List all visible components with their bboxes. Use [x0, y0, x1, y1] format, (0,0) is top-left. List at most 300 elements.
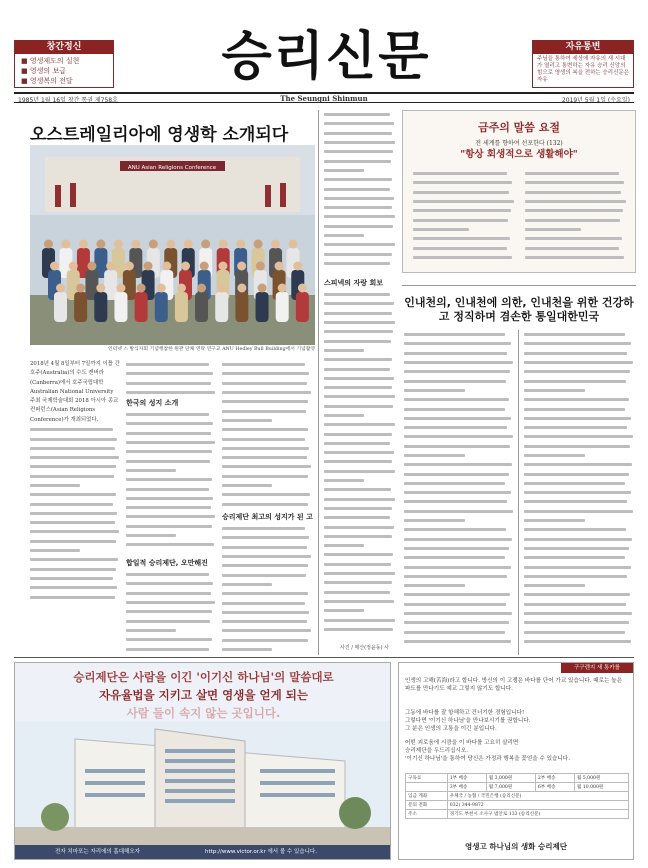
person-head: [144, 262, 153, 271]
subscription-line: 그 분은 인생의 고통을 이긴 분입니다.: [405, 726, 497, 732]
text-line: [126, 475, 216, 484]
text-line: [222, 570, 312, 579]
text-line: [324, 392, 396, 401]
issue-number: 1985년 1월 16일 창간 통권 제758호: [18, 97, 118, 104]
motto-item: ■ 영생제도의 실현: [21, 57, 80, 65]
ad-footer-left: 전자 치마포는 자리에의 흡대해오자: [55, 849, 140, 855]
golden-words-quote: "항상 회생적으로 생활해야": [460, 149, 578, 160]
text-line: [324, 513, 396, 522]
text-line: [222, 388, 312, 397]
text-line: [404, 395, 514, 404]
newspaper-title: 승리신문: [221, 27, 431, 87]
person-figure: [235, 292, 248, 322]
text-line: [30, 527, 120, 536]
text-line: [324, 495, 396, 504]
person-head: [44, 240, 53, 249]
table-cell: 구독료: [406, 774, 448, 783]
text-line: [222, 645, 312, 654]
text-line: [413, 197, 515, 206]
text-line: [324, 588, 396, 597]
text-line: [524, 414, 634, 423]
article-text-lines: [404, 330, 514, 646]
text-line: [222, 580, 312, 589]
text-line: [324, 184, 396, 193]
text-line: [126, 579, 216, 588]
motto-item: ■ 영생의 보급: [21, 67, 66, 75]
ad-line-1: 승리제단은 사람을 이긴 '이기신 하나님'의 말씀대로: [73, 670, 334, 684]
text-line: [222, 462, 312, 471]
text-line: [30, 444, 120, 453]
text-line: [404, 497, 514, 506]
text-line: [222, 453, 312, 462]
table-cell: 032) 344-9872: [447, 801, 628, 810]
text-line: [222, 499, 312, 508]
person-head: [298, 284, 307, 293]
text-line: [30, 583, 120, 592]
text-line: [404, 339, 514, 348]
section-divider: [14, 657, 634, 658]
text-line: [324, 541, 396, 550]
motto-item: ■ 영생복의 전달: [21, 77, 73, 85]
ad-website-link[interactable]: http://www.victor.or.kr 에서 볼 수 있습니다.: [205, 849, 317, 855]
text-line: [524, 451, 634, 460]
article-text-lines: [126, 410, 216, 549]
group-photo: [30, 145, 315, 345]
person-head: [149, 240, 158, 249]
text-line: [222, 598, 312, 607]
text-line: [126, 570, 216, 579]
table-row: [406, 792, 629, 801]
church-building-photo: [15, 721, 391, 847]
person-head: [87, 262, 96, 271]
text-line: [222, 589, 312, 598]
text-line: [324, 364, 396, 373]
text-line: [525, 188, 627, 197]
text-line: [524, 609, 634, 618]
text-line: [404, 488, 514, 497]
person-head: [218, 262, 227, 271]
text-line: [126, 456, 216, 465]
text-line: [404, 525, 514, 534]
text-line: [222, 561, 312, 570]
person-head: [254, 240, 263, 249]
text-line: [30, 453, 120, 462]
text-line: [525, 215, 627, 224]
text-line: [222, 524, 312, 533]
table-cell: 주소: [406, 810, 448, 819]
text-line: [404, 479, 514, 488]
text-line: [525, 225, 627, 234]
golden-words-box: [402, 110, 636, 273]
text-line: [404, 367, 514, 376]
person-head: [157, 284, 166, 293]
person-head: [177, 284, 186, 293]
text-line: [126, 466, 216, 475]
article-text-lines: [525, 169, 627, 262]
text-line: [324, 222, 396, 231]
subscription-line: 승리제단을 두드리십시오.: [405, 748, 468, 754]
article-text-lines: [413, 169, 515, 262]
text-line: [324, 203, 396, 212]
text-line: [524, 330, 634, 339]
person-figure: [94, 292, 107, 322]
article-column: [126, 360, 216, 396]
text-line: [404, 507, 514, 516]
text-line: [524, 339, 634, 348]
text-line: [324, 522, 396, 531]
text-line: [525, 234, 627, 243]
text-line: [524, 442, 634, 451]
subscription-table: [405, 773, 629, 819]
text-line: [324, 532, 396, 541]
english-title: The Seungni Shinmun: [280, 94, 368, 103]
person-head: [116, 284, 125, 293]
text-line: [524, 376, 634, 385]
column-divider: [518, 330, 519, 655]
photo-banner-text: ANU Asian Religions Conference: [127, 165, 217, 171]
person-head: [217, 284, 226, 293]
section-divider: [402, 285, 636, 286]
person-head: [237, 284, 246, 293]
text-line: [324, 606, 396, 615]
text-line: [524, 553, 634, 562]
text-line: [222, 360, 312, 369]
text-line: [524, 358, 634, 367]
table-cell: 입금 계좌: [406, 792, 448, 801]
text-line: [524, 349, 634, 358]
text-line: [404, 553, 514, 562]
text-line: [126, 438, 216, 447]
text-line: [222, 425, 312, 434]
text-line: [524, 488, 634, 497]
subscription-line: '이기신 하나님'을 통하여 당신은 가정과 행복을 꽃얻을 수 있습니다.: [405, 756, 570, 762]
text-line: [126, 626, 216, 635]
text-line: [404, 609, 514, 618]
text-line: [324, 309, 396, 318]
freedom-heading: 자유통변: [533, 41, 633, 54]
person-head: [79, 240, 88, 249]
section-subhead: 합일적 승리제단, 오만해진: [126, 559, 208, 567]
text-line: [324, 156, 396, 165]
subscription-intro: 인생의 고해(苦海)라고 합니다. 방신의 이 고쟁은 바다를 단어 가교 있습니다. 때로는 높은 파도를 만나기도 예교 그렇지 않기도 합니다.: [405, 678, 622, 692]
text-line: [126, 503, 216, 512]
table-row: [406, 801, 629, 810]
table-cell: 월 3,000원: [486, 774, 535, 783]
text-line: [324, 249, 396, 258]
text-line: [222, 369, 312, 378]
text-line: [30, 462, 120, 471]
text-line: [524, 432, 634, 441]
subscription-box: [398, 662, 634, 860]
article-column: [126, 410, 216, 555]
text-line: [413, 243, 515, 252]
text-line: [324, 318, 396, 327]
text-line: [126, 635, 216, 644]
text-line: [524, 637, 634, 646]
column-divider: [318, 110, 319, 655]
article-column: [222, 524, 312, 655]
text-line: [222, 608, 312, 617]
person-head: [200, 262, 209, 271]
text-line: [30, 574, 120, 583]
text-line: [404, 618, 514, 627]
table-row: [406, 774, 629, 783]
text-line: [404, 562, 514, 571]
text-line: [324, 402, 396, 411]
article-text-lines: [222, 360, 312, 509]
text-line: [324, 457, 396, 466]
text-line: [413, 178, 515, 187]
text-line: [413, 234, 515, 243]
text-line: [126, 607, 216, 616]
text-line: [126, 419, 216, 428]
text-line: [524, 386, 634, 395]
ad-line-2: 자유율법을 지키고 살면 영생을 얻게 되는: [99, 688, 308, 702]
text-line: [30, 555, 120, 564]
text-line: [524, 507, 634, 516]
text-line: [524, 525, 634, 534]
text-line: [404, 349, 514, 358]
text-line: [30, 509, 120, 518]
text-line: [126, 429, 216, 438]
person-head: [114, 240, 123, 249]
text-line: [524, 562, 634, 571]
photo-caption: 인터넷 스 방식자회 기념행참한 원관 단체 연락 연구교 ANU Hedley Bull Building에서 기념촬영: [107, 347, 315, 352]
text-line: [324, 485, 396, 494]
text-line: [324, 212, 396, 221]
article-column: [222, 360, 312, 510]
person-head: [219, 240, 228, 249]
article-paragraph: 2018년 4월 8일부터 7일까지 이틀 간 호주(Australia)의 수도 캔버라(Canberra)에서 호주국립대학 Australian National University 주최 국제학술대회 2018 아시아 종교 컨퍼런스(Asian Religions Conference)가 개최되었다.: [30, 361, 120, 423]
text-line: [324, 411, 396, 420]
text-line: [324, 560, 396, 569]
person-head: [76, 284, 85, 293]
person-head: [197, 284, 206, 293]
motto-box: [14, 40, 114, 88]
text-line: [30, 518, 120, 527]
text-line: [222, 406, 312, 415]
text-line: [524, 469, 634, 478]
text-line: [30, 499, 120, 508]
subscription-heading: 구구렌지 새 통카를: [561, 663, 633, 673]
text-line: [525, 197, 627, 206]
freedom-box: [532, 40, 634, 88]
text-line: [126, 360, 216, 369]
text-line: [222, 481, 312, 490]
section-subhead: 승리제단 최고의 성지가 된 고: [222, 513, 313, 521]
text-line: [324, 439, 396, 448]
text-line: [524, 497, 634, 506]
text-line: [126, 598, 216, 607]
text-line: [524, 395, 634, 404]
person-head: [271, 240, 280, 249]
text-line: [222, 626, 312, 635]
ad-footer: [15, 845, 390, 859]
text-line: [126, 540, 216, 549]
person-head: [237, 262, 246, 271]
text-line: [126, 589, 216, 598]
table-cell: 월 7,000원: [486, 783, 535, 792]
text-line: [404, 330, 514, 339]
text-line: [413, 253, 515, 262]
person-head: [125, 262, 134, 271]
text-line: [324, 175, 396, 184]
text-line: [222, 379, 312, 388]
text-line: [324, 147, 396, 156]
person-figure: [155, 292, 168, 322]
person-head: [61, 240, 70, 249]
person-figure: [175, 292, 188, 322]
table-cell: 3부 배송: [447, 783, 486, 792]
golden-words-title: 금주의 말씀 요절: [477, 121, 561, 134]
text-line: [524, 618, 634, 627]
text-line: [524, 404, 634, 413]
text-line: [324, 383, 396, 392]
text-line: [126, 494, 216, 503]
person-head: [50, 262, 59, 271]
person-head: [131, 240, 140, 249]
text-line: [404, 376, 514, 385]
dateline: [14, 92, 634, 103]
person-head: [96, 240, 105, 249]
text-line: [324, 231, 396, 240]
person-head: [236, 240, 245, 249]
table-cell: [406, 783, 448, 792]
text-line: [524, 581, 634, 590]
table-cell: 6부 배송: [535, 783, 574, 792]
golden-words-subtitle: 전 세계를 향하여 선포한다 (132): [475, 140, 563, 147]
text-line: [524, 367, 634, 376]
text-line: [324, 355, 396, 364]
text-line: [30, 425, 120, 434]
text-line: [413, 206, 515, 215]
text-line: [222, 397, 312, 406]
text-line: [404, 460, 514, 469]
text-line: [222, 490, 312, 499]
person-head: [96, 284, 105, 293]
text-line: [525, 206, 627, 215]
text-line: [324, 597, 396, 606]
subscription-footer: 영생고 하나님의 생화 승리제단: [464, 842, 568, 851]
person-head: [293, 262, 302, 271]
ad-line-3: 사람 들이 속지 않는 곳입니다.: [126, 706, 281, 720]
text-line: [404, 628, 514, 637]
text-line: [126, 512, 216, 521]
text-line: [324, 129, 396, 138]
text-line: [524, 460, 634, 469]
text-line: [30, 546, 120, 555]
text-line: [324, 119, 396, 128]
person-figure: [215, 292, 228, 322]
person-head: [258, 284, 267, 293]
text-line: [324, 259, 396, 268]
text-line: [404, 535, 514, 544]
text-line: [222, 472, 312, 481]
text-line: [324, 194, 396, 203]
text-line: [525, 178, 627, 187]
text-line: [30, 472, 120, 481]
person-head: [56, 284, 65, 293]
text-line: [524, 479, 634, 488]
article-text-lines: [524, 330, 634, 646]
text-line: [413, 215, 515, 224]
article-text-lines: [324, 110, 396, 268]
person-figure: [256, 292, 269, 322]
person-figure: [74, 292, 87, 322]
subscription-line: 그렇다면 '이기신 하나님'을 만나보시기를 권합니다.: [405, 718, 531, 724]
text-line: [404, 423, 514, 432]
table-cell: 우체국 / 농협 / 국민은행 (승리신문): [447, 792, 628, 801]
text-line: [324, 336, 396, 345]
person-head: [201, 240, 210, 249]
text-line: [404, 516, 514, 525]
person-figure: [195, 292, 208, 322]
text-line: [222, 617, 312, 626]
person-head: [69, 262, 78, 271]
person-figure: [135, 292, 148, 322]
table-cell: 1부 배송: [447, 774, 486, 783]
text-line: [30, 481, 120, 490]
text-line: [324, 346, 396, 355]
text-line: [324, 448, 396, 457]
text-line: [413, 225, 515, 234]
text-line: [524, 590, 634, 599]
text-line: [404, 469, 514, 478]
text-line: [126, 379, 216, 388]
lead-headline: 오스트레일리아에 영생학 소개되다: [30, 125, 289, 145]
text-line: [324, 504, 396, 513]
text-line: [30, 565, 120, 574]
person-head: [162, 262, 171, 271]
text-line: [126, 369, 216, 378]
text-line: [126, 531, 216, 540]
table-cell: 월 10,000원: [574, 783, 628, 792]
text-line: [404, 442, 514, 451]
text-line: [324, 467, 396, 476]
text-line: [222, 533, 312, 542]
text-line: [222, 552, 312, 561]
table-cell: 2부 배송: [535, 774, 574, 783]
person-figure: [276, 292, 289, 322]
text-line: [324, 625, 396, 634]
text-line: [324, 429, 396, 438]
text-line: [524, 516, 634, 525]
text-line: [222, 636, 312, 645]
person-figure: [54, 292, 67, 322]
text-line: [525, 243, 627, 252]
text-line: [324, 578, 396, 587]
text-line: [126, 522, 216, 531]
issue-date: 2019년 5월 1일 (수요일): [561, 97, 630, 104]
motto-heading: 창간정신: [15, 41, 113, 54]
article-column: [324, 290, 396, 640]
text-line: [30, 434, 120, 443]
person-figure: [296, 292, 309, 322]
text-line: [404, 600, 514, 609]
article-text-lines: [126, 570, 216, 654]
subscription-line: 어떤 괴로움에 시큼을 이 바다를 고요히 살리면: [405, 740, 519, 746]
table-cell: 월 5,000원: [574, 774, 628, 783]
text-line: [324, 327, 396, 336]
text-line: [30, 490, 120, 499]
section-subhead: 스피넥의 자랑 회보: [324, 279, 383, 287]
person-head: [184, 240, 193, 249]
right-article-headline: 인내천의, 인내천에 의한, 인내천을 위한 건강하고 정직하며 겸손한 통일대한민국: [404, 296, 634, 323]
article-column: [126, 570, 216, 655]
text-line: [413, 169, 515, 178]
text-line: [324, 299, 396, 308]
text-line: [222, 434, 312, 443]
